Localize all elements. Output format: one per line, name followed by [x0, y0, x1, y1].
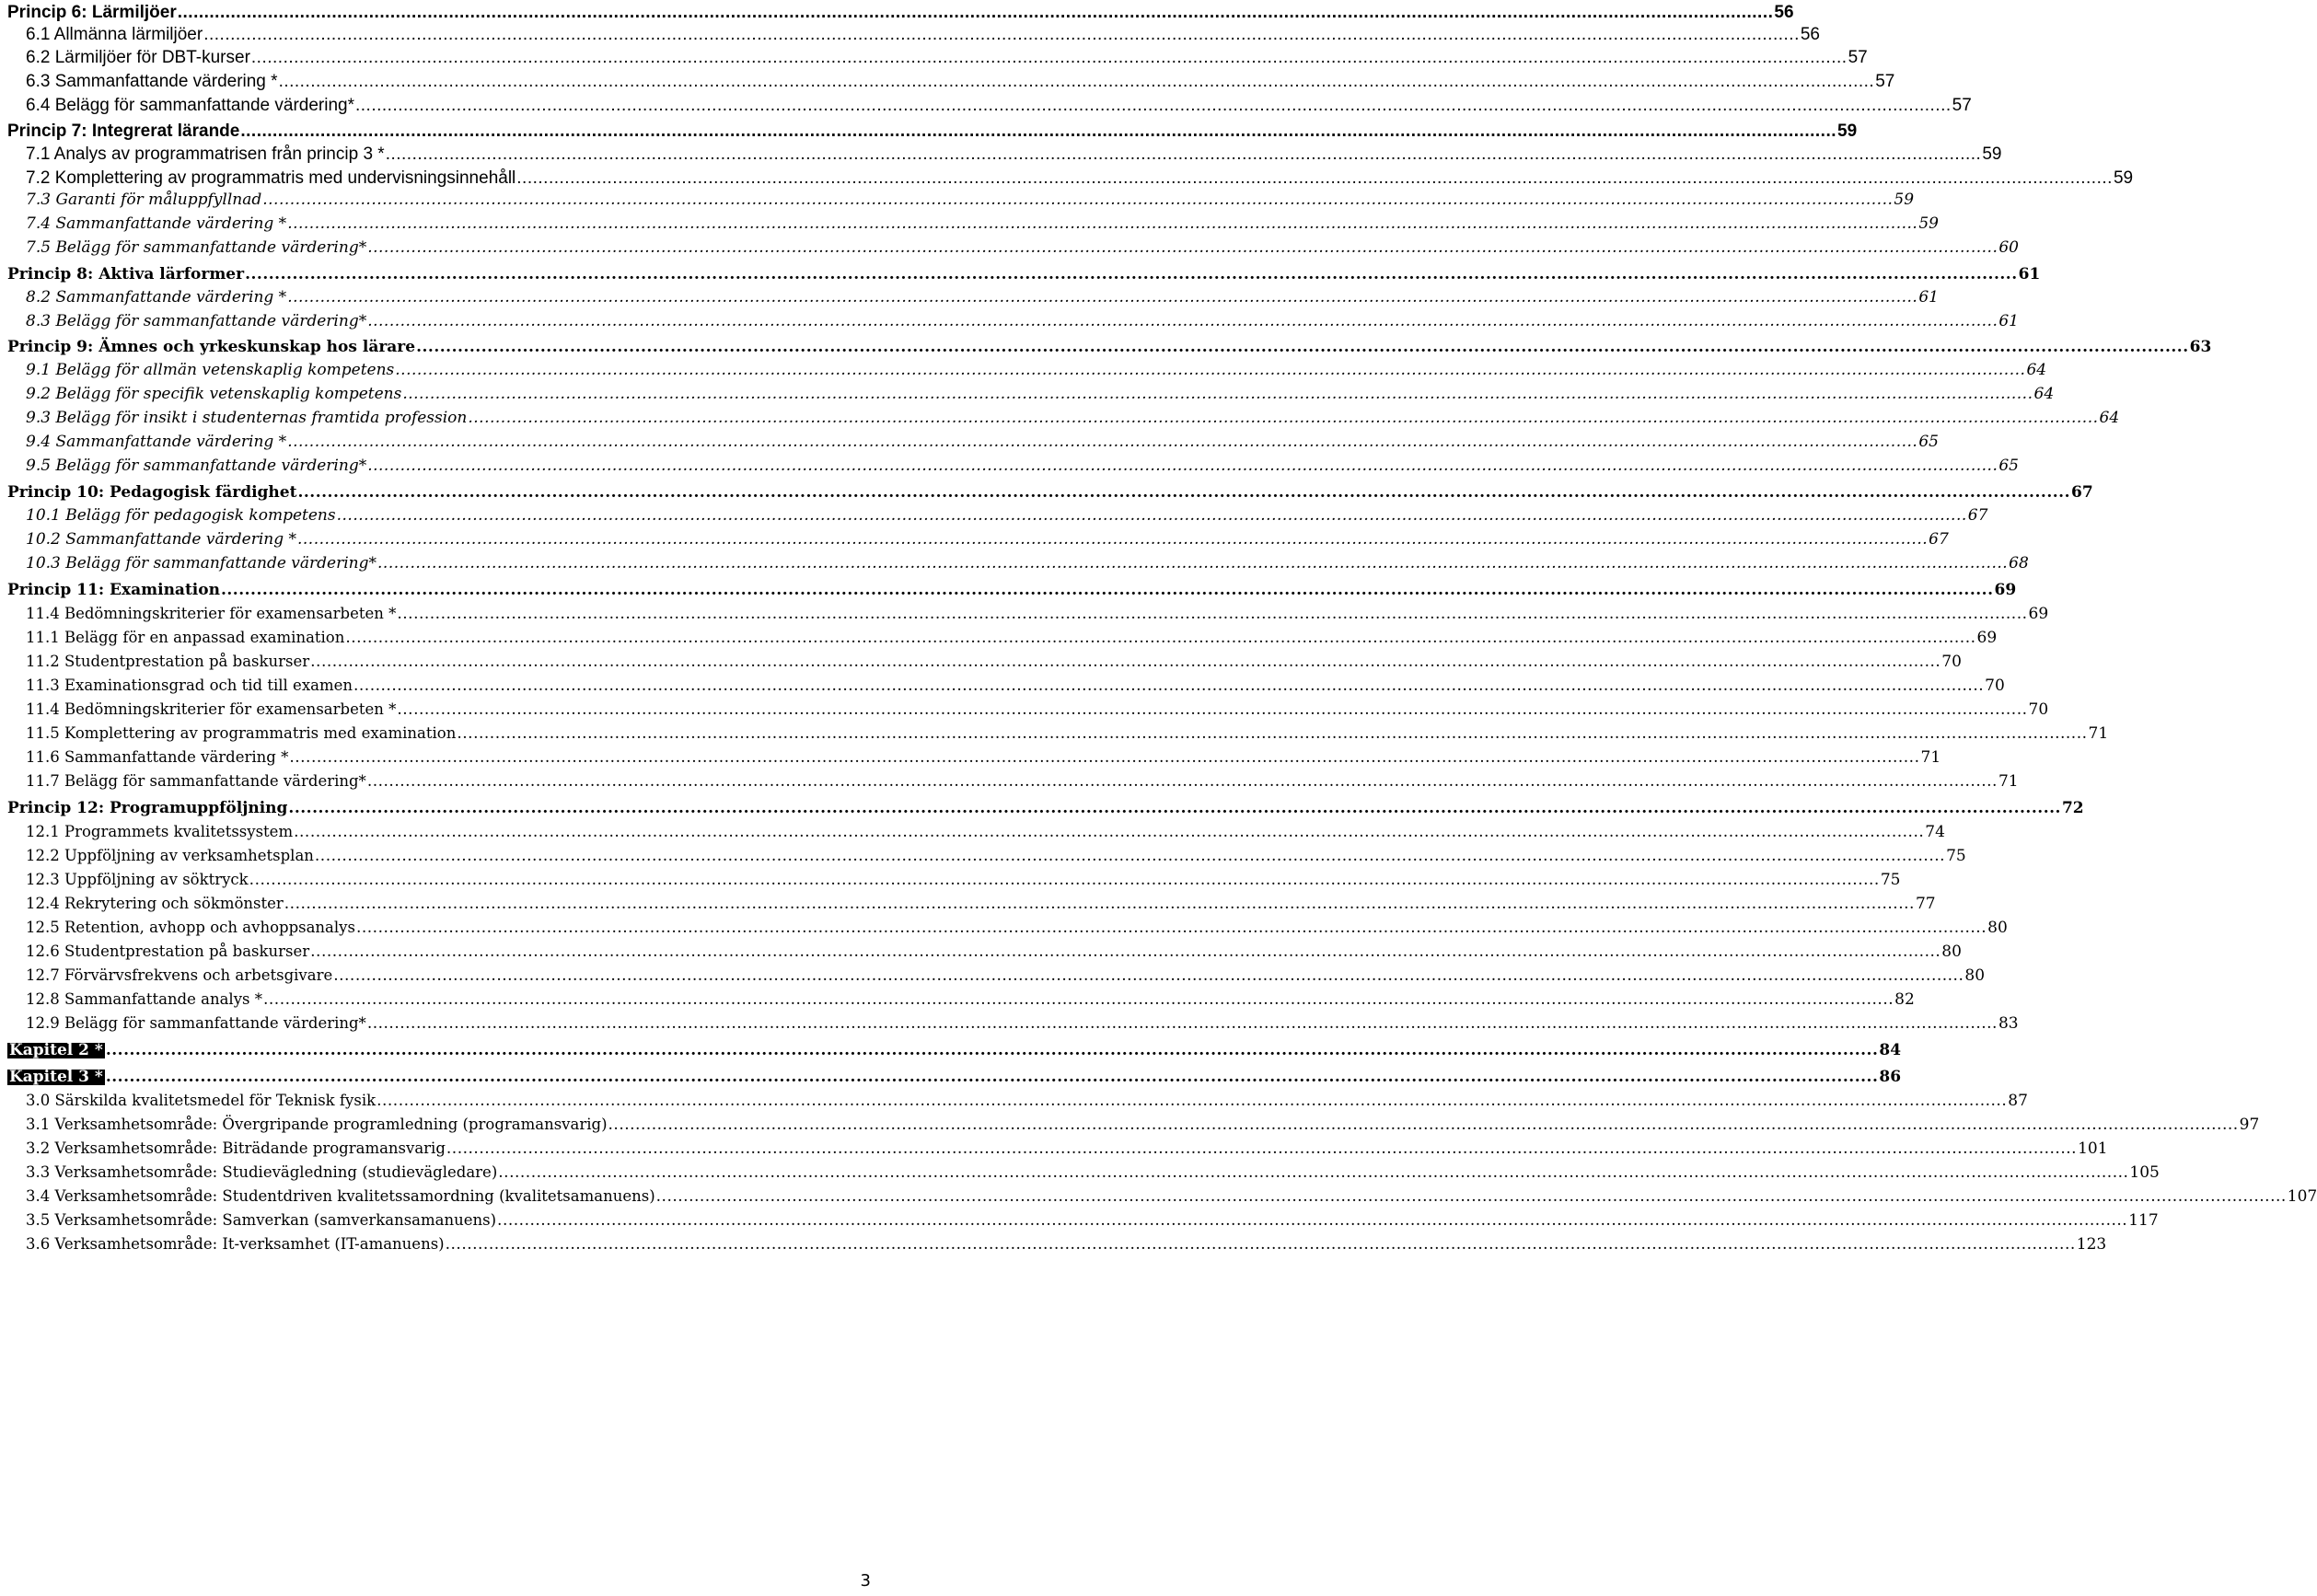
toc-entry[interactable] — [26, 1235, 2107, 1254]
toc-entry[interactable] — [26, 238, 2019, 257]
dot-leader: ............................................................................................................................................................................................................................................................................................................ — [367, 312, 1998, 330]
dot-leader: ............................................................................................................................................................................................................................................................................................................ — [289, 748, 1920, 767]
toc-entry-label: Princip 9: Ämnes och yrkeskunskap hos lärare — [7, 338, 416, 356]
toc-entry-label: 12.7 Förvärvsfrekvens och arbetsgivare — [26, 966, 333, 984]
toc-entry-label: 11.2 Studentprestation på baskurser — [26, 653, 310, 670]
dot-leader: ............................................................................................................................................................................................................................................................................................................ — [377, 1092, 2008, 1110]
toc-entry[interactable] — [26, 554, 2029, 572]
toc-entry-page: 61 — [1998, 312, 2019, 330]
toc-entry[interactable] — [26, 871, 1901, 889]
dot-leader: ............................................................................................................................................................................................................................................................................................................ — [395, 361, 2026, 379]
dot-leader: ............................................................................................................................................................................................................................................................................................................ — [240, 121, 1837, 141]
toc-entry-page: 97 — [2239, 1116, 2260, 1134]
toc-entry-page: 84 — [1879, 1041, 1902, 1059]
toc-entry-label: 6.3 Sammanfattande värdering * — [26, 72, 278, 91]
toc-entry-label: 10.1 Belägg för pedagogisk kompetens — [26, 506, 336, 525]
toc-entry-label: 12.9 Belägg för sammanfattande värdering* — [26, 1014, 366, 1032]
toc-entry-label: 12.2 Uppföljning av verksamhetsplan — [26, 847, 314, 864]
toc-entry-label: 7.3 Garanti för måluppfyllnad — [26, 191, 262, 209]
toc-entry-label: Princip 6: Lärmiljöer — [7, 3, 177, 22]
dot-leader: ............................................................................................................................................................................................................................................................................................................ — [367, 238, 1998, 257]
toc-entry-page: 67 — [1929, 530, 1949, 549]
toc-entry-label: 3.3 Verksamhetsområde: Studievägledning (studievägledare) — [26, 1163, 498, 1181]
dot-leader: ............................................................................................................................................................................................................................................................................................................ — [203, 25, 1800, 44]
dot-leader: ............................................................................................................................................................................................................................................................................................................ — [608, 1116, 2239, 1134]
toc-entry-page: 77 — [1915, 895, 1936, 913]
toc-entry-page: 69 — [1976, 629, 1998, 647]
toc-entry[interactable] — [7, 265, 2041, 283]
toc-entry-label: 11.5 Komplettering av programmatris med examination — [26, 724, 457, 742]
toc-entry-page: 61 — [2018, 265, 2041, 283]
toc-entry-label: 3.2 Verksamhetsområde: Biträdande programansvarig — [26, 1139, 446, 1157]
toc-entry-page: 71 — [1998, 772, 2019, 791]
toc-entry-label: 11.4 Bedömningskriterier för examensarbeten * — [26, 700, 397, 718]
toc-entry-page: 61 — [1918, 288, 1939, 306]
toc-entry[interactable] — [26, 506, 1988, 525]
dot-leader: ............................................................................................................................................................................................................................................................................................................ — [287, 288, 1918, 306]
toc-entry[interactable] — [26, 25, 1820, 44]
dot-leader: ............................................................................................................................................................................................................................................................................................................ — [310, 653, 1941, 671]
dot-leader: ............................................................................................................................................................................................................................................................................................................ — [262, 191, 1894, 209]
toc-entry-page: 56 — [1774, 3, 1794, 22]
toc-entry[interactable] — [26, 1092, 2028, 1110]
toc-entry-label: 12.3 Uppföljning av söktryck — [26, 871, 249, 888]
toc-entry[interactable] — [26, 168, 2134, 188]
toc-entry[interactable] — [26, 605, 2049, 623]
dot-leader: ............................................................................................................................................................................................................................................................................................................ — [310, 943, 1941, 961]
toc-entry-label: 12.1 Programmets kvalitetssystem — [26, 823, 294, 840]
toc-entry[interactable] — [26, 1211, 2159, 1230]
toc-entry-label: 9.2 Belägg för specifik vetenskaplig kompetens — [26, 385, 402, 403]
dot-leader: ............................................................................................................................................................................................................................................................................................................ — [355, 919, 1987, 937]
toc-entry[interactable] — [26, 312, 2019, 330]
toc-entry-label: Princip 12: Programuppföljning — [7, 799, 288, 817]
toc-entry-page: 69 — [1994, 581, 2017, 599]
toc-entry[interactable] — [26, 361, 2047, 379]
dot-leader: ............................................................................................................................................................................................................................................................................................................ — [345, 629, 1976, 647]
dot-leader: ............................................................................................................................................................................................................................................................................................................ — [402, 385, 2033, 403]
dot-leader: ............................................................................................................................................................................................................................................................................................................ — [655, 1187, 2287, 1206]
toc-entry[interactable] — [26, 72, 1895, 91]
dot-leader: ............................................................................................................................................................................................................................................................................................................ — [497, 1211, 2128, 1230]
toc-entry-page: 72 — [2061, 799, 2084, 817]
toc-entry-label: 9.1 Belägg för allmän vetenskaplig kompetens — [26, 361, 395, 379]
toc-entry-page: 59 — [1918, 214, 1939, 233]
dot-leader: ............................................................................................................................................................................................................................................................................................................ — [446, 1139, 2078, 1158]
toc-entry-page: 74 — [1925, 823, 1945, 841]
toc-entry-page: 71 — [1920, 748, 1941, 767]
dot-leader: ............................................................................................................................................................................................................................................................................................................ — [105, 1068, 1879, 1086]
dot-leader: ............................................................................................................................................................................................................................................................................................................ — [105, 1041, 1879, 1059]
toc-entry-label: 11.6 Sammanfattande värdering * — [26, 748, 289, 766]
toc-entry-label: 12.6 Studentprestation på baskurser — [26, 943, 310, 960]
toc-entry-page: 80 — [1987, 919, 2008, 937]
toc-entry-page: 80 — [1964, 966, 1986, 985]
toc-entry[interactable] — [26, 700, 2049, 719]
dot-leader: ............................................................................................................................................................................................................................................................................................................ — [397, 700, 2028, 719]
toc-entry[interactable] — [26, 653, 1962, 671]
dot-leader: ............................................................................................................................................................................................................................................................................................................ — [416, 338, 2189, 356]
toc-entry-page: 87 — [2008, 1092, 2028, 1110]
toc-entry[interactable] — [26, 409, 2120, 427]
toc-entry-page: 59 — [2113, 168, 2134, 188]
toc-entry-page: 71 — [2088, 724, 2109, 743]
dot-leader: ............................................................................................................................................................................................................................................................................................................ — [397, 605, 2028, 623]
dot-leader: ............................................................................................................................................................................................................................................................................................................ — [177, 3, 1774, 22]
toc-entry[interactable] — [26, 724, 2109, 743]
toc-entry-page: 63 — [2189, 338, 2212, 356]
toc-entry-page: 59 — [1982, 145, 2002, 164]
dot-leader: ............................................................................................................................................................................................................................................................................................................ — [287, 433, 1918, 451]
toc-entry-page: 57 — [1952, 96, 1972, 115]
dot-leader: ............................................................................................................................................................................................................................................................................................................ — [250, 48, 1848, 67]
toc-entry-label: 10.3 Belägg för sammanfattande värdering* — [26, 554, 377, 572]
toc-entry-label: 12.5 Retention, avhopp och avhoppsanalys — [26, 919, 355, 936]
toc-entry-page: 64 — [2026, 361, 2047, 379]
toc-entry[interactable] — [26, 145, 2002, 164]
toc-entry-page: 83 — [1998, 1014, 2019, 1033]
toc-entry[interactable] — [26, 385, 2055, 403]
page-number: 3 — [860, 1571, 871, 1590]
toc-entry-page: 123 — [2076, 1235, 2107, 1254]
toc-entry[interactable] — [26, 433, 1939, 451]
toc-entry-label: 10.2 Sammanfattande värdering * — [26, 530, 296, 549]
toc-entry-label: Princip 8: Aktiva lärformer — [7, 265, 245, 283]
toc-entry-label: 7.1 Analys av programmatrisen från princip 3 * — [26, 145, 385, 164]
toc-entry-page: 64 — [2033, 385, 2055, 403]
toc-entry-page: 70 — [1985, 677, 2005, 695]
toc-entry-page: 65 — [1918, 433, 1939, 451]
dot-leader: ............................................................................................................................................................................................................................................................................................................ — [278, 72, 1875, 91]
toc-entry[interactable] — [7, 121, 1858, 141]
toc-entry-page: 64 — [2099, 409, 2120, 427]
toc-entry-page: 75 — [1880, 871, 1901, 889]
toc-entry-label: Princip 7: Integrerat lärande — [7, 121, 240, 141]
toc-entry-label: 3.1 Verksamhetsområde: Övergripande programledning (programansvarig) — [26, 1116, 608, 1133]
toc-entry-page: 68 — [2009, 554, 2029, 572]
dot-leader: ............................................................................................................................................................................................................................................................................................................ — [297, 483, 2070, 502]
toc-entry-label: 9.4 Sammanfattande värdering * — [26, 433, 287, 451]
toc-entry-page: 117 — [2128, 1211, 2159, 1230]
dot-leader: ............................................................................................................................................................................................................................................................................................................ — [245, 265, 2018, 283]
toc-entry-label: 3.6 Verksamhetsområde: It-verksamhet (IT-amanuens) — [26, 1235, 445, 1253]
toc-entry[interactable] — [26, 990, 1915, 1009]
toc-entry-label: 11.7 Belägg för sammanfattande värdering* — [26, 772, 366, 790]
toc-entry[interactable] — [26, 457, 2019, 475]
toc-entry-page: 57 — [1848, 48, 1868, 67]
toc-entry-page: 67 — [1967, 506, 1988, 525]
toc-entry-page: 105 — [2129, 1163, 2160, 1182]
toc-entry-label: 11.4 Bedömningskriterier för examensarbeten * — [26, 605, 397, 622]
toc-entry-label: 12.8 Sammanfattande analys * — [26, 990, 262, 1008]
dot-leader: ............................................................................................................................................................................................................................................................................................................ — [516, 168, 2113, 188]
toc-entry-label: 6.4 Belägg för sammanfattande värdering* — [26, 96, 354, 115]
dot-leader: ............................................................................................................................................................................................................................................................................................................ — [498, 1163, 2129, 1182]
toc-entry[interactable] — [26, 943, 1962, 961]
toc-entry-page: 86 — [1879, 1068, 1902, 1086]
toc-entry-label: Princip 11: Examination — [7, 581, 220, 599]
toc-entry-label: 12.4 Rekrytering och sökmönster — [26, 895, 284, 912]
toc-entry[interactable] — [26, 1163, 2160, 1182]
toc-entry[interactable] — [26, 191, 1915, 209]
dot-leader: ............................................................................................................................................................................................................................................................................................................ — [262, 990, 1894, 1009]
toc-entry-label: 11.3 Examinationsgrad och tid till examen — [26, 677, 353, 694]
toc-entry[interactable] — [26, 823, 1945, 841]
toc-entry[interactable] — [26, 919, 2008, 937]
dot-leader: ............................................................................................................................................................................................................................................................................................................ — [366, 772, 1998, 791]
toc-entry-page: 101 — [2078, 1139, 2108, 1158]
toc-entry-page: 69 — [2028, 605, 2049, 623]
toc-entry[interactable] — [26, 895, 1936, 913]
dot-leader: ............................................................................................................................................................................................................................................................................................................ — [445, 1235, 2076, 1254]
toc-entry[interactable] — [7, 3, 1794, 22]
toc-entry[interactable] — [7, 1041, 1902, 1059]
toc-entry-label: Princip 10: Pedagogisk färdighet — [7, 483, 297, 502]
toc-entry[interactable] — [26, 629, 1998, 647]
dot-leader: ............................................................................................................................................................................................................................................................................................................ — [355, 96, 1952, 115]
toc-entry-page: 59 — [1837, 121, 1858, 141]
toc-entry-page: 59 — [1894, 191, 1915, 209]
toc-entry[interactable] — [26, 530, 1949, 549]
toc-entry-label: 7.4 Sammanfattande värdering * — [26, 214, 287, 233]
toc-entry[interactable] — [26, 847, 1966, 865]
toc-entry[interactable] — [26, 48, 1868, 67]
toc-entry-page: 56 — [1800, 25, 1820, 44]
toc-entry-label: 9.5 Belägg för sammanfattande värdering* — [26, 457, 367, 475]
dot-leader: ............................................................................................................................................................................................................................................................................................................ — [284, 895, 1915, 913]
dot-leader: ............................................................................................................................................................................................................................................................................................................ — [297, 530, 1929, 549]
toc-entry[interactable] — [7, 483, 2093, 502]
toc-entry[interactable] — [26, 1187, 2317, 1206]
toc-entry[interactable] — [7, 799, 2084, 817]
toc-entry-page: 65 — [1998, 457, 2019, 475]
dot-leader: ............................................................................................................................................................................................................................................................................................................ — [457, 724, 2088, 743]
toc-entry[interactable] — [7, 581, 2017, 599]
toc-entry-page: 75 — [1946, 847, 1966, 865]
toc-entry[interactable] — [26, 288, 1939, 306]
toc-entry-label: 3.0 Särskilda kvalitetsmedel för Teknisk fysik — [26, 1092, 377, 1109]
dot-leader: ............................................................................................................................................................................................................................................................................................................ — [377, 554, 2009, 572]
dot-leader: ............................................................................................................................................................................................................................................................................................................ — [294, 823, 1925, 841]
toc-entry-label: 11.1 Belägg för en anpassad examination — [26, 629, 345, 646]
dot-leader: ............................................................................................................................................................................................................................................................................................................ — [287, 214, 1918, 233]
toc-entry-page: 107 — [2287, 1187, 2317, 1206]
toc-entry-label: Kapitel 3 * — [9, 1068, 103, 1086]
toc-entry-label: 8.2 Sammanfattande värdering * — [26, 288, 287, 306]
dot-leader: ............................................................................................................................................................................................................................................................................................................ — [249, 871, 1880, 889]
dot-leader: ............................................................................................................................................................................................................................................................................................................ — [367, 457, 1998, 475]
toc-entry[interactable] — [7, 338, 2212, 356]
toc-entry-label: 9.3 Belägg för insikt i studenternas framtida profession — [26, 409, 468, 427]
dot-leader: ............................................................................................................................................................................................................................................................................................................ — [366, 1014, 1998, 1033]
toc-entry-label: 6.1 Allmänna lärmiljöer — [26, 25, 203, 44]
toc-entry-label: 3.4 Verksamhetsområde: Studentdriven kvalitetssamordning (kvalitetsamanuens) — [26, 1187, 655, 1205]
toc-entry-label: 8.3 Belägg för sammanfattande värdering* — [26, 312, 367, 330]
toc-entry[interactable] — [26, 214, 1939, 233]
toc-entry-label: 7.5 Belägg för sammanfattande värdering* — [26, 238, 367, 257]
toc-entry[interactable] — [26, 677, 2005, 695]
toc-entry[interactable] — [26, 1014, 2019, 1033]
dot-leader: ............................................................................................................................................................................................................................................................................................................ — [314, 847, 1946, 865]
toc-entry[interactable] — [26, 1116, 2260, 1134]
toc-entry[interactable] — [26, 966, 1986, 985]
toc-entry-page: 67 — [2071, 483, 2093, 502]
dot-leader: ............................................................................................................................................................................................................................................................................................................ — [333, 966, 1964, 985]
toc-entry-page: 70 — [1941, 653, 1962, 671]
toc-entry[interactable] — [7, 1068, 1902, 1086]
toc-entry-page: 80 — [1941, 943, 1962, 961]
toc-entry-page: 70 — [2028, 700, 2049, 719]
toc-entry[interactable] — [26, 1139, 2108, 1158]
toc-entry-label: 3.5 Verksamhetsområde: Samverkan (samverkansamanuens) — [26, 1211, 497, 1229]
dot-leader: ............................................................................................................................................................................................................................................................................................................ — [220, 581, 1994, 599]
toc-entry-page: 82 — [1894, 990, 1915, 1009]
dot-leader: ............................................................................................................................................................................................................................................................................................................ — [336, 506, 1967, 525]
dot-leader: ............................................................................................................................................................................................................................................................................................................ — [288, 799, 2061, 817]
toc-entry[interactable] — [26, 96, 1972, 115]
toc-entry-label: 6.2 Lärmiljöer för DBT-kurser — [26, 48, 250, 67]
dot-leader: ............................................................................................................................................................................................................................................................................................................ — [468, 409, 2099, 427]
toc-entry-page: 60 — [1998, 238, 2019, 257]
dot-leader: ............................................................................................................................................................................................................................................................................................................ — [353, 677, 1985, 695]
dot-leader: ............................................................................................................................................................................................................................................................................................................ — [385, 145, 1982, 164]
toc-entry[interactable] — [26, 772, 2019, 791]
toc-entry-label: Kapitel 2 * — [9, 1041, 103, 1059]
toc-entry[interactable] — [26, 748, 1941, 767]
toc-entry-label: 7.2 Komplettering av programmatris med undervisningsinnehåll — [26, 168, 516, 188]
toc-entry-page: 57 — [1875, 72, 1895, 91]
